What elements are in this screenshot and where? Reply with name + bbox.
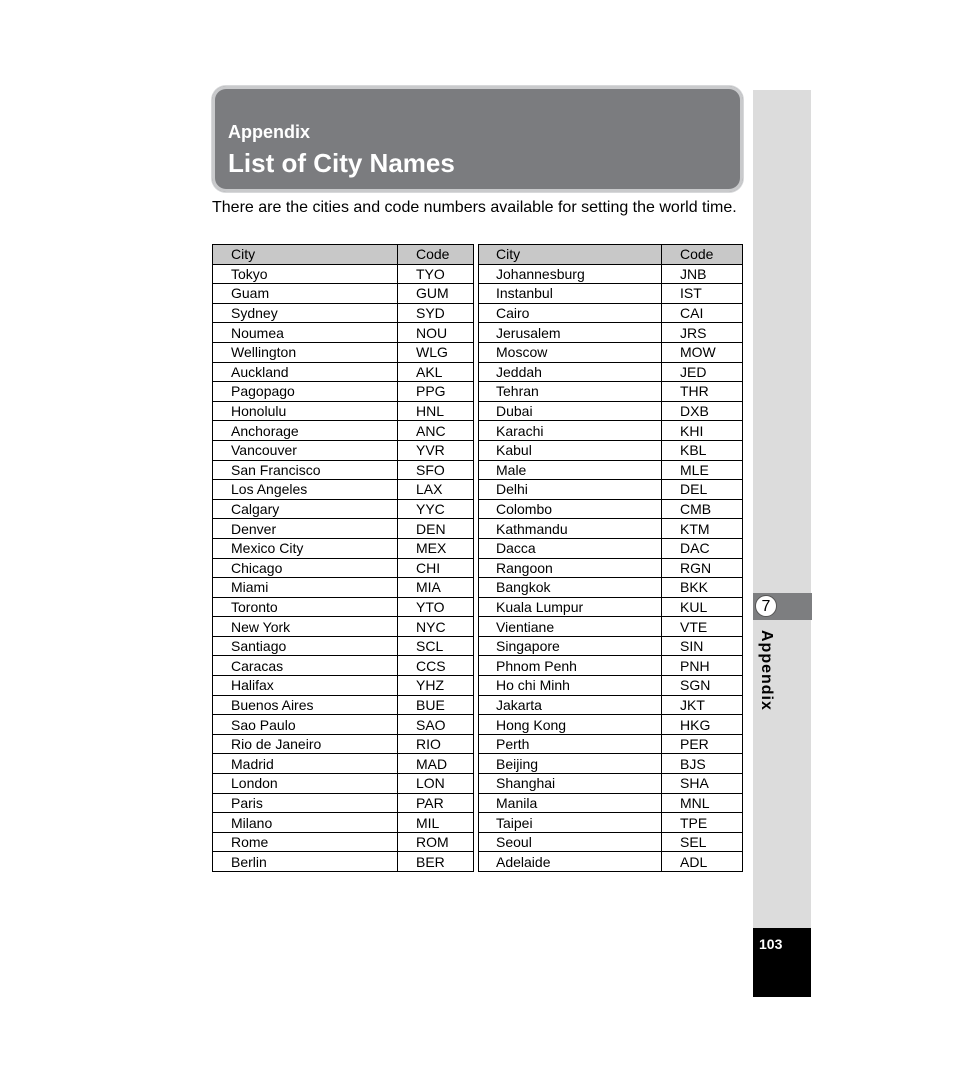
table-row	[213, 342, 743, 362]
table-row	[213, 578, 743, 598]
city-cell: Auckland	[213, 362, 398, 382]
code-cell: KUL	[662, 597, 743, 617]
code-cell: JNB	[662, 264, 743, 284]
table-row	[213, 695, 743, 715]
code-cell: VTE	[662, 617, 743, 637]
city-cell: Buenos Aires	[213, 695, 398, 715]
city-cell: Seoul	[479, 832, 662, 852]
city-cell: Delhi	[479, 480, 662, 500]
city-cell: Anchorage	[213, 421, 398, 441]
code-cell: SAO	[398, 715, 474, 735]
city-cell: Adelaide	[479, 852, 662, 872]
table-row	[213, 813, 743, 833]
code-cell: KTM	[662, 519, 743, 539]
code-cell: RGN	[662, 558, 743, 578]
table-row	[213, 715, 743, 735]
city-cell: Madrid	[213, 754, 398, 774]
city-cell: Taipei	[479, 813, 662, 833]
code-cell: LAX	[398, 480, 474, 500]
code-cell: JED	[662, 362, 743, 382]
chapter-label: Appendix	[758, 630, 775, 711]
table-row	[213, 421, 743, 441]
code-cell: RIO	[398, 734, 474, 754]
code-cell: ADL	[662, 852, 743, 872]
table-row	[213, 440, 743, 460]
city-cell: Santiago	[213, 636, 398, 656]
city-cell: Noumea	[213, 323, 398, 343]
table-row	[213, 852, 743, 872]
table-row	[213, 636, 743, 656]
code-cell: MIA	[398, 578, 474, 598]
table-row	[213, 519, 743, 539]
city-cell: Karachi	[479, 421, 662, 441]
city-cell: London	[213, 774, 398, 794]
city-cell: Beijing	[479, 754, 662, 774]
code-cell: HKG	[662, 715, 743, 735]
city-cell: Kathmandu	[479, 519, 662, 539]
city-cell: Moscow	[479, 342, 662, 362]
code-cell: CHI	[398, 558, 474, 578]
header-code-left: Code	[398, 245, 474, 265]
table-row	[213, 793, 743, 813]
code-cell: LON	[398, 774, 474, 794]
code-cell: NYC	[398, 617, 474, 637]
code-cell: CAI	[662, 303, 743, 323]
code-cell: SCL	[398, 636, 474, 656]
code-cell: IST	[662, 284, 743, 304]
city-cell: Paris	[213, 793, 398, 813]
page-number-box	[753, 928, 811, 997]
code-cell: TPE	[662, 813, 743, 833]
code-cell: DEN	[398, 519, 474, 539]
table-row	[213, 480, 743, 500]
code-cell: CCS	[398, 656, 474, 676]
page-title: List of City Names	[228, 148, 455, 178]
table-row	[213, 499, 743, 519]
code-cell: AKL	[398, 362, 474, 382]
code-cell: BER	[398, 852, 474, 872]
city-code-table	[212, 244, 743, 872]
city-cell: Calgary	[213, 499, 398, 519]
city-cell: San Francisco	[213, 460, 398, 480]
table-row	[213, 676, 743, 696]
table-row	[213, 538, 743, 558]
table-row	[213, 558, 743, 578]
city-cell: Hong Kong	[479, 715, 662, 735]
code-cell: JKT	[662, 695, 743, 715]
page-number: 103	[759, 936, 783, 952]
code-cell: THR	[662, 382, 743, 402]
code-cell: MOW	[662, 342, 743, 362]
city-cell: Milano	[213, 813, 398, 833]
city-cell: Instanbul	[479, 284, 662, 304]
code-cell: YVR	[398, 440, 474, 460]
chapter-number: 7	[755, 595, 777, 617]
city-cell: Tokyo	[213, 264, 398, 284]
table-row	[213, 362, 743, 382]
table-row	[213, 774, 743, 794]
city-cell: Toronto	[213, 597, 398, 617]
table-row	[213, 754, 743, 774]
code-cell: DXB	[662, 401, 743, 421]
code-cell: PPG	[398, 382, 474, 402]
table-row	[213, 323, 743, 343]
code-cell: WLG	[398, 342, 474, 362]
city-cell: Rome	[213, 832, 398, 852]
code-cell: MLE	[662, 460, 743, 480]
table-row	[213, 656, 743, 676]
city-cell: Manila	[479, 793, 662, 813]
header-code-right: Code	[662, 245, 743, 265]
city-cell: New York	[213, 617, 398, 637]
city-cell: Sydney	[213, 303, 398, 323]
section-label: Appendix	[228, 122, 311, 142]
table-row	[213, 284, 743, 304]
code-cell: MAD	[398, 754, 474, 774]
city-cell: Wellington	[213, 342, 398, 362]
intro-text: There are the cities and code numbers available for setting the world time.	[212, 199, 737, 216]
city-cell: Kuala Lumpur	[479, 597, 662, 617]
city-cell: Caracas	[213, 656, 398, 676]
city-cell: Honolulu	[213, 401, 398, 421]
header-city-right: City	[479, 245, 662, 265]
city-cell: Perth	[479, 734, 662, 754]
code-cell: PAR	[398, 793, 474, 813]
code-cell: DAC	[662, 538, 743, 558]
city-cell: Dacca	[479, 538, 662, 558]
city-cell: Ho chi Minh	[479, 676, 662, 696]
code-cell: ROM	[398, 832, 474, 852]
city-cell: Tehran	[479, 382, 662, 402]
city-cell: Sao Paulo	[213, 715, 398, 735]
code-cell: YHZ	[398, 676, 474, 696]
code-cell: MEX	[398, 538, 474, 558]
code-cell: PNH	[662, 656, 743, 676]
code-cell: ANC	[398, 421, 474, 441]
table-row	[213, 734, 743, 754]
city-cell: Pagopago	[213, 382, 398, 402]
city-cell: Chicago	[213, 558, 398, 578]
table-header-row	[213, 245, 743, 265]
code-cell: YYC	[398, 499, 474, 519]
city-cell: Singapore	[479, 636, 662, 656]
city-cell: Bangkok	[479, 578, 662, 598]
code-cell: BKK	[662, 578, 743, 598]
city-cell: Cairo	[479, 303, 662, 323]
city-cell: Vientiane	[479, 617, 662, 637]
city-cell: Jakarta	[479, 695, 662, 715]
code-cell: KBL	[662, 440, 743, 460]
city-cell: Rangoon	[479, 558, 662, 578]
header-city-left: City	[213, 245, 398, 265]
code-cell: JRS	[662, 323, 743, 343]
city-cell: Johannesburg	[479, 264, 662, 284]
city-cell: Rio de Janeiro	[213, 734, 398, 754]
city-cell: Kabul	[479, 440, 662, 460]
table-body	[213, 264, 743, 871]
city-cell: Vancouver	[213, 440, 398, 460]
city-cell: Berlin	[213, 852, 398, 872]
table-row	[213, 460, 743, 480]
city-cell: Phnom Penh	[479, 656, 662, 676]
code-cell: SYD	[398, 303, 474, 323]
chapter-sidebar	[753, 90, 811, 928]
city-cell: Jerusalem	[479, 323, 662, 343]
code-cell: MIL	[398, 813, 474, 833]
city-table-container	[212, 244, 743, 872]
code-cell: MNL	[662, 793, 743, 813]
code-cell: SIN	[662, 636, 743, 656]
code-cell: YTO	[398, 597, 474, 617]
city-cell: Shanghai	[479, 774, 662, 794]
city-cell: Colombo	[479, 499, 662, 519]
city-cell: Jeddah	[479, 362, 662, 382]
code-cell: SFO	[398, 460, 474, 480]
code-cell: TYO	[398, 264, 474, 284]
code-cell: NOU	[398, 323, 474, 343]
page-header	[212, 86, 743, 192]
city-cell: Dubai	[479, 401, 662, 421]
table-row	[213, 832, 743, 852]
code-cell: SGN	[662, 676, 743, 696]
code-cell: GUM	[398, 284, 474, 304]
code-cell: PER	[662, 734, 743, 754]
city-cell: Male	[479, 460, 662, 480]
code-cell: SEL	[662, 832, 743, 852]
city-cell: Guam	[213, 284, 398, 304]
table-row	[213, 382, 743, 402]
code-cell: HNL	[398, 401, 474, 421]
table-row	[213, 264, 743, 284]
code-cell: BJS	[662, 754, 743, 774]
table-row	[213, 303, 743, 323]
code-cell: KHI	[662, 421, 743, 441]
city-cell: Mexico City	[213, 538, 398, 558]
city-cell: Halifax	[213, 676, 398, 696]
city-cell: Los Angeles	[213, 480, 398, 500]
code-cell: CMB	[662, 499, 743, 519]
code-cell: DEL	[662, 480, 743, 500]
city-cell: Miami	[213, 578, 398, 598]
city-cell: Denver	[213, 519, 398, 539]
code-cell: BUE	[398, 695, 474, 715]
table-row	[213, 597, 743, 617]
table-row	[213, 401, 743, 421]
code-cell: SHA	[662, 774, 743, 794]
table-row	[213, 617, 743, 637]
